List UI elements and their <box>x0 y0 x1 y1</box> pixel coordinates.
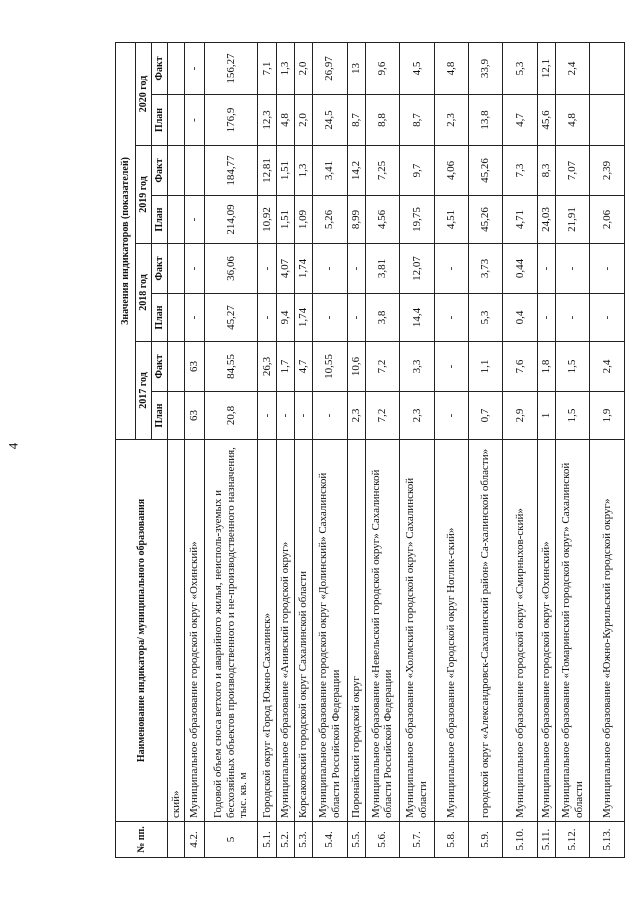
value-cell: 20,8 <box>204 392 258 440</box>
value-cell <box>590 42 625 94</box>
row-number: 5.5. <box>347 822 365 858</box>
table-row <box>434 42 468 857</box>
row-name: Поронайский городской округ <box>347 440 365 822</box>
value-cell: - <box>258 244 276 294</box>
value-cell: 13 <box>347 42 365 94</box>
value-cell: 26,3 <box>258 342 276 392</box>
value-cell: 45,27 <box>204 294 258 342</box>
table-row <box>537 42 555 857</box>
value-cell: 1,9 <box>590 392 625 440</box>
header-plan: План <box>152 196 168 244</box>
value-cell: 7,2 <box>365 342 399 392</box>
value-cell: 4,06 <box>434 146 468 196</box>
value-cell: - <box>434 244 468 294</box>
row-number: 5.6. <box>365 822 399 858</box>
value-cell: 4,8 <box>556 95 590 146</box>
row-name: Муниципальное образование «Городской округ Ноглик-ский» <box>434 440 468 822</box>
value-cell: 4,07 <box>276 244 294 294</box>
value-cell <box>168 244 185 294</box>
value-cell <box>168 42 185 94</box>
value-cell: - <box>185 95 204 146</box>
row-number: 5.9. <box>468 822 502 858</box>
value-cell: 45,6 <box>537 95 555 146</box>
value-cell: 9,7 <box>400 146 434 196</box>
value-cell: 1,51 <box>276 146 294 196</box>
value-cell: 2,3 <box>434 95 468 146</box>
indicators-table <box>115 42 625 858</box>
row-name: Муниципальное образование «Южно-Курильский городской округ» <box>590 440 625 822</box>
row-name: Муниципальное образование «Томаринский городской округ» Сахалинской области <box>556 440 590 822</box>
value-cell: - <box>347 244 365 294</box>
value-cell: 1,1 <box>468 342 502 392</box>
value-cell: - <box>258 294 276 342</box>
value-cell <box>168 196 185 244</box>
table-row <box>556 42 590 857</box>
header-fact: Факт <box>152 244 168 294</box>
header-year: 2020 год <box>136 42 152 145</box>
value-cell: 1,7 <box>276 342 294 392</box>
value-cell: - <box>347 294 365 342</box>
value-cell: 7,25 <box>365 146 399 196</box>
value-cell: 45,26 <box>468 146 502 196</box>
value-cell: 12,1 <box>537 42 555 94</box>
value-cell: - <box>434 342 468 392</box>
value-cell: - <box>590 294 625 342</box>
value-cell: - <box>556 294 590 342</box>
value-cell <box>168 392 185 440</box>
value-cell: - <box>258 392 276 440</box>
value-cell: 1,5 <box>556 342 590 392</box>
value-cell: 4,5 <box>400 42 434 94</box>
value-cell: 2,4 <box>590 342 625 392</box>
table-row <box>258 42 276 857</box>
value-cell <box>590 95 625 146</box>
value-cell: 2,39 <box>590 146 625 196</box>
value-cell: - <box>185 196 204 244</box>
row-number: 4.2. <box>185 822 204 858</box>
row-name: ский» <box>168 440 185 822</box>
row-name: Муниципальное образование городской округ «Охинский» <box>537 440 555 822</box>
value-cell: 10,6 <box>347 342 365 392</box>
row-number: 5.3. <box>294 822 312 858</box>
value-cell: 1,51 <box>276 196 294 244</box>
header-fact: Факт <box>152 342 168 392</box>
value-cell: 8,99 <box>347 196 365 244</box>
value-cell: 45,26 <box>468 196 502 244</box>
table-row <box>185 42 204 857</box>
row-name: городской округ «Александровск-Сахалинский район» Са-халинской области» <box>468 440 502 822</box>
row-name: Муниципальное образование городской округ «Охинский» <box>185 440 204 822</box>
header-year: 2018 год <box>136 244 152 342</box>
row-number: 5.11. <box>537 822 555 858</box>
value-cell: 14,4 <box>400 294 434 342</box>
value-cell: 9,4 <box>276 294 294 342</box>
value-cell: 3,41 <box>313 146 347 196</box>
value-cell: - <box>185 294 204 342</box>
value-cell: 12,81 <box>258 146 276 196</box>
table-row <box>204 42 258 857</box>
value-cell: 2,0 <box>294 95 312 146</box>
value-cell: 2,06 <box>590 196 625 244</box>
header-fact: Факт <box>152 146 168 196</box>
value-cell: 14,2 <box>347 146 365 196</box>
value-cell: 214,09 <box>204 196 258 244</box>
table-row <box>313 42 347 857</box>
value-cell: 2,3 <box>400 392 434 440</box>
value-cell <box>168 342 185 392</box>
row-number: 5.13. <box>590 822 625 858</box>
value-cell: 2,9 <box>503 392 537 440</box>
value-cell: 84,55 <box>204 342 258 392</box>
row-name: Городской округ «Город Южно-Сахалинск» <box>258 440 276 822</box>
value-cell: - <box>556 244 590 294</box>
row-number: 5.4. <box>313 822 347 858</box>
value-cell: 4,7 <box>503 95 537 146</box>
value-cell: - <box>537 244 555 294</box>
value-cell: 2,4 <box>556 42 590 94</box>
value-cell: 7,2 <box>365 392 399 440</box>
value-cell: 3,8 <box>365 294 399 342</box>
value-cell: 176,9 <box>204 95 258 146</box>
value-cell: 5,3 <box>468 294 502 342</box>
value-cell: 9,6 <box>365 42 399 94</box>
row-name: Годовой объем сноса ветхого и аварийного жилья, неисполь-зуемых и бесхозяйных объектов производственного и не-производственного назначения, тыс. кв. м <box>204 440 258 822</box>
value-cell: 4,51 <box>434 196 468 244</box>
table-row <box>168 42 185 857</box>
header-num: № пп. <box>116 822 168 858</box>
header-plan: План <box>152 95 168 146</box>
row-name: Муниципальное образование «Анивский городской округ» <box>276 440 294 822</box>
value-cell: 33,9 <box>468 42 502 94</box>
row-number: 5 <box>204 822 258 858</box>
table-row <box>400 42 434 857</box>
value-cell: 13,8 <box>468 95 502 146</box>
value-cell: 10,55 <box>313 342 347 392</box>
header-fact: Факт <box>152 42 168 94</box>
value-cell: 1,3 <box>276 42 294 94</box>
value-cell: 0,44 <box>503 244 537 294</box>
table-row <box>347 42 365 857</box>
table-row <box>365 42 399 857</box>
value-cell: 1 <box>537 392 555 440</box>
value-cell: - <box>590 244 625 294</box>
value-cell: 7,1 <box>258 42 276 94</box>
value-cell: 24,5 <box>313 95 347 146</box>
row-number: 5.1. <box>258 822 276 858</box>
value-cell: - <box>276 392 294 440</box>
value-cell: 26,97 <box>313 42 347 94</box>
row-name: Муниципальное образование «Невельский городской округ» Сахалинской области Российской Федерации <box>365 440 399 822</box>
value-cell: 1,74 <box>294 294 312 342</box>
row-number <box>168 822 185 858</box>
value-cell: 8,7 <box>347 95 365 146</box>
value-cell: - <box>434 294 468 342</box>
value-cell: 3,81 <box>365 244 399 294</box>
value-cell: 4,71 <box>503 196 537 244</box>
value-cell: 12,3 <box>258 95 276 146</box>
value-cell: 7,3 <box>503 146 537 196</box>
row-number: 5.12. <box>556 822 590 858</box>
value-cell: 1,3 <box>294 146 312 196</box>
value-cell <box>168 146 185 196</box>
table-row <box>503 42 537 857</box>
value-cell: 3,73 <box>468 244 502 294</box>
value-cell: 10,92 <box>258 196 276 244</box>
value-cell: 5,26 <box>313 196 347 244</box>
row-name: Муниципальное образование «Холмский городской округ» Сахалинской области <box>400 440 434 822</box>
table-row <box>276 42 294 857</box>
value-cell: 4,56 <box>365 196 399 244</box>
value-cell: 1,09 <box>294 196 312 244</box>
value-cell: 19,75 <box>400 196 434 244</box>
value-cell: 63 <box>185 392 204 440</box>
value-cell: 4,8 <box>276 95 294 146</box>
value-cell: 1,8 <box>537 342 555 392</box>
value-cell: 7,6 <box>503 342 537 392</box>
value-cell: - <box>434 392 468 440</box>
value-cell: 156,27 <box>204 42 258 94</box>
value-cell: - <box>313 294 347 342</box>
table-row <box>590 42 625 857</box>
value-cell: 0,7 <box>468 392 502 440</box>
value-cell: 4,8 <box>434 42 468 94</box>
value-cell: 36,06 <box>204 244 258 294</box>
page-number: 4 <box>5 442 21 450</box>
value-cell: - <box>185 244 204 294</box>
table-row <box>294 42 312 857</box>
row-name: Муниципальное образование городской округ «Смирныхов-ский» <box>503 440 537 822</box>
row-number: 5.2. <box>276 822 294 858</box>
header-values: Значения индикаторов (показателей) <box>116 42 136 439</box>
value-cell: - <box>185 42 204 94</box>
value-cell: - <box>313 244 347 294</box>
value-cell: 12,07 <box>400 244 434 294</box>
row-number: 5.8. <box>434 822 468 858</box>
value-cell <box>168 95 185 146</box>
value-cell: 1,74 <box>294 244 312 294</box>
value-cell: 8,3 <box>537 146 555 196</box>
table-row <box>468 42 502 857</box>
value-cell: 5,3 <box>503 42 537 94</box>
row-number: 5.7. <box>400 822 434 858</box>
value-cell <box>185 146 204 196</box>
header-plan: План <box>152 294 168 342</box>
value-cell: 63 <box>185 342 204 392</box>
header-plan: План <box>152 392 168 440</box>
value-cell: - <box>294 392 312 440</box>
header-name: Наименование индикатора/ муниципального образования <box>116 440 168 822</box>
row-number: 5.10. <box>503 822 537 858</box>
value-cell: 2,3 <box>347 392 365 440</box>
row-name: Корсаковский городской округ Сахалинской области <box>294 440 312 822</box>
value-cell: 7,07 <box>556 146 590 196</box>
value-cell: 21,91 <box>556 196 590 244</box>
value-cell <box>168 294 185 342</box>
value-cell: 4,7 <box>294 342 312 392</box>
header-year: 2019 год <box>136 146 152 244</box>
value-cell: 24,03 <box>537 196 555 244</box>
value-cell: - <box>537 294 555 342</box>
table-wrapper <box>115 43 625 858</box>
value-cell: 8,7 <box>400 95 434 146</box>
value-cell: 0,4 <box>503 294 537 342</box>
value-cell: 1,5 <box>556 392 590 440</box>
value-cell: 2,0 <box>294 42 312 94</box>
value-cell: 184,77 <box>204 146 258 196</box>
value-cell: - <box>313 392 347 440</box>
table-body <box>168 42 625 857</box>
header-year: 2017 год <box>136 342 152 440</box>
value-cell: 3,3 <box>400 342 434 392</box>
value-cell: 8,8 <box>365 95 399 146</box>
row-name: Муниципальное образование городской округ «Долинский» Сахалинской области Российской Федерации <box>313 440 347 822</box>
